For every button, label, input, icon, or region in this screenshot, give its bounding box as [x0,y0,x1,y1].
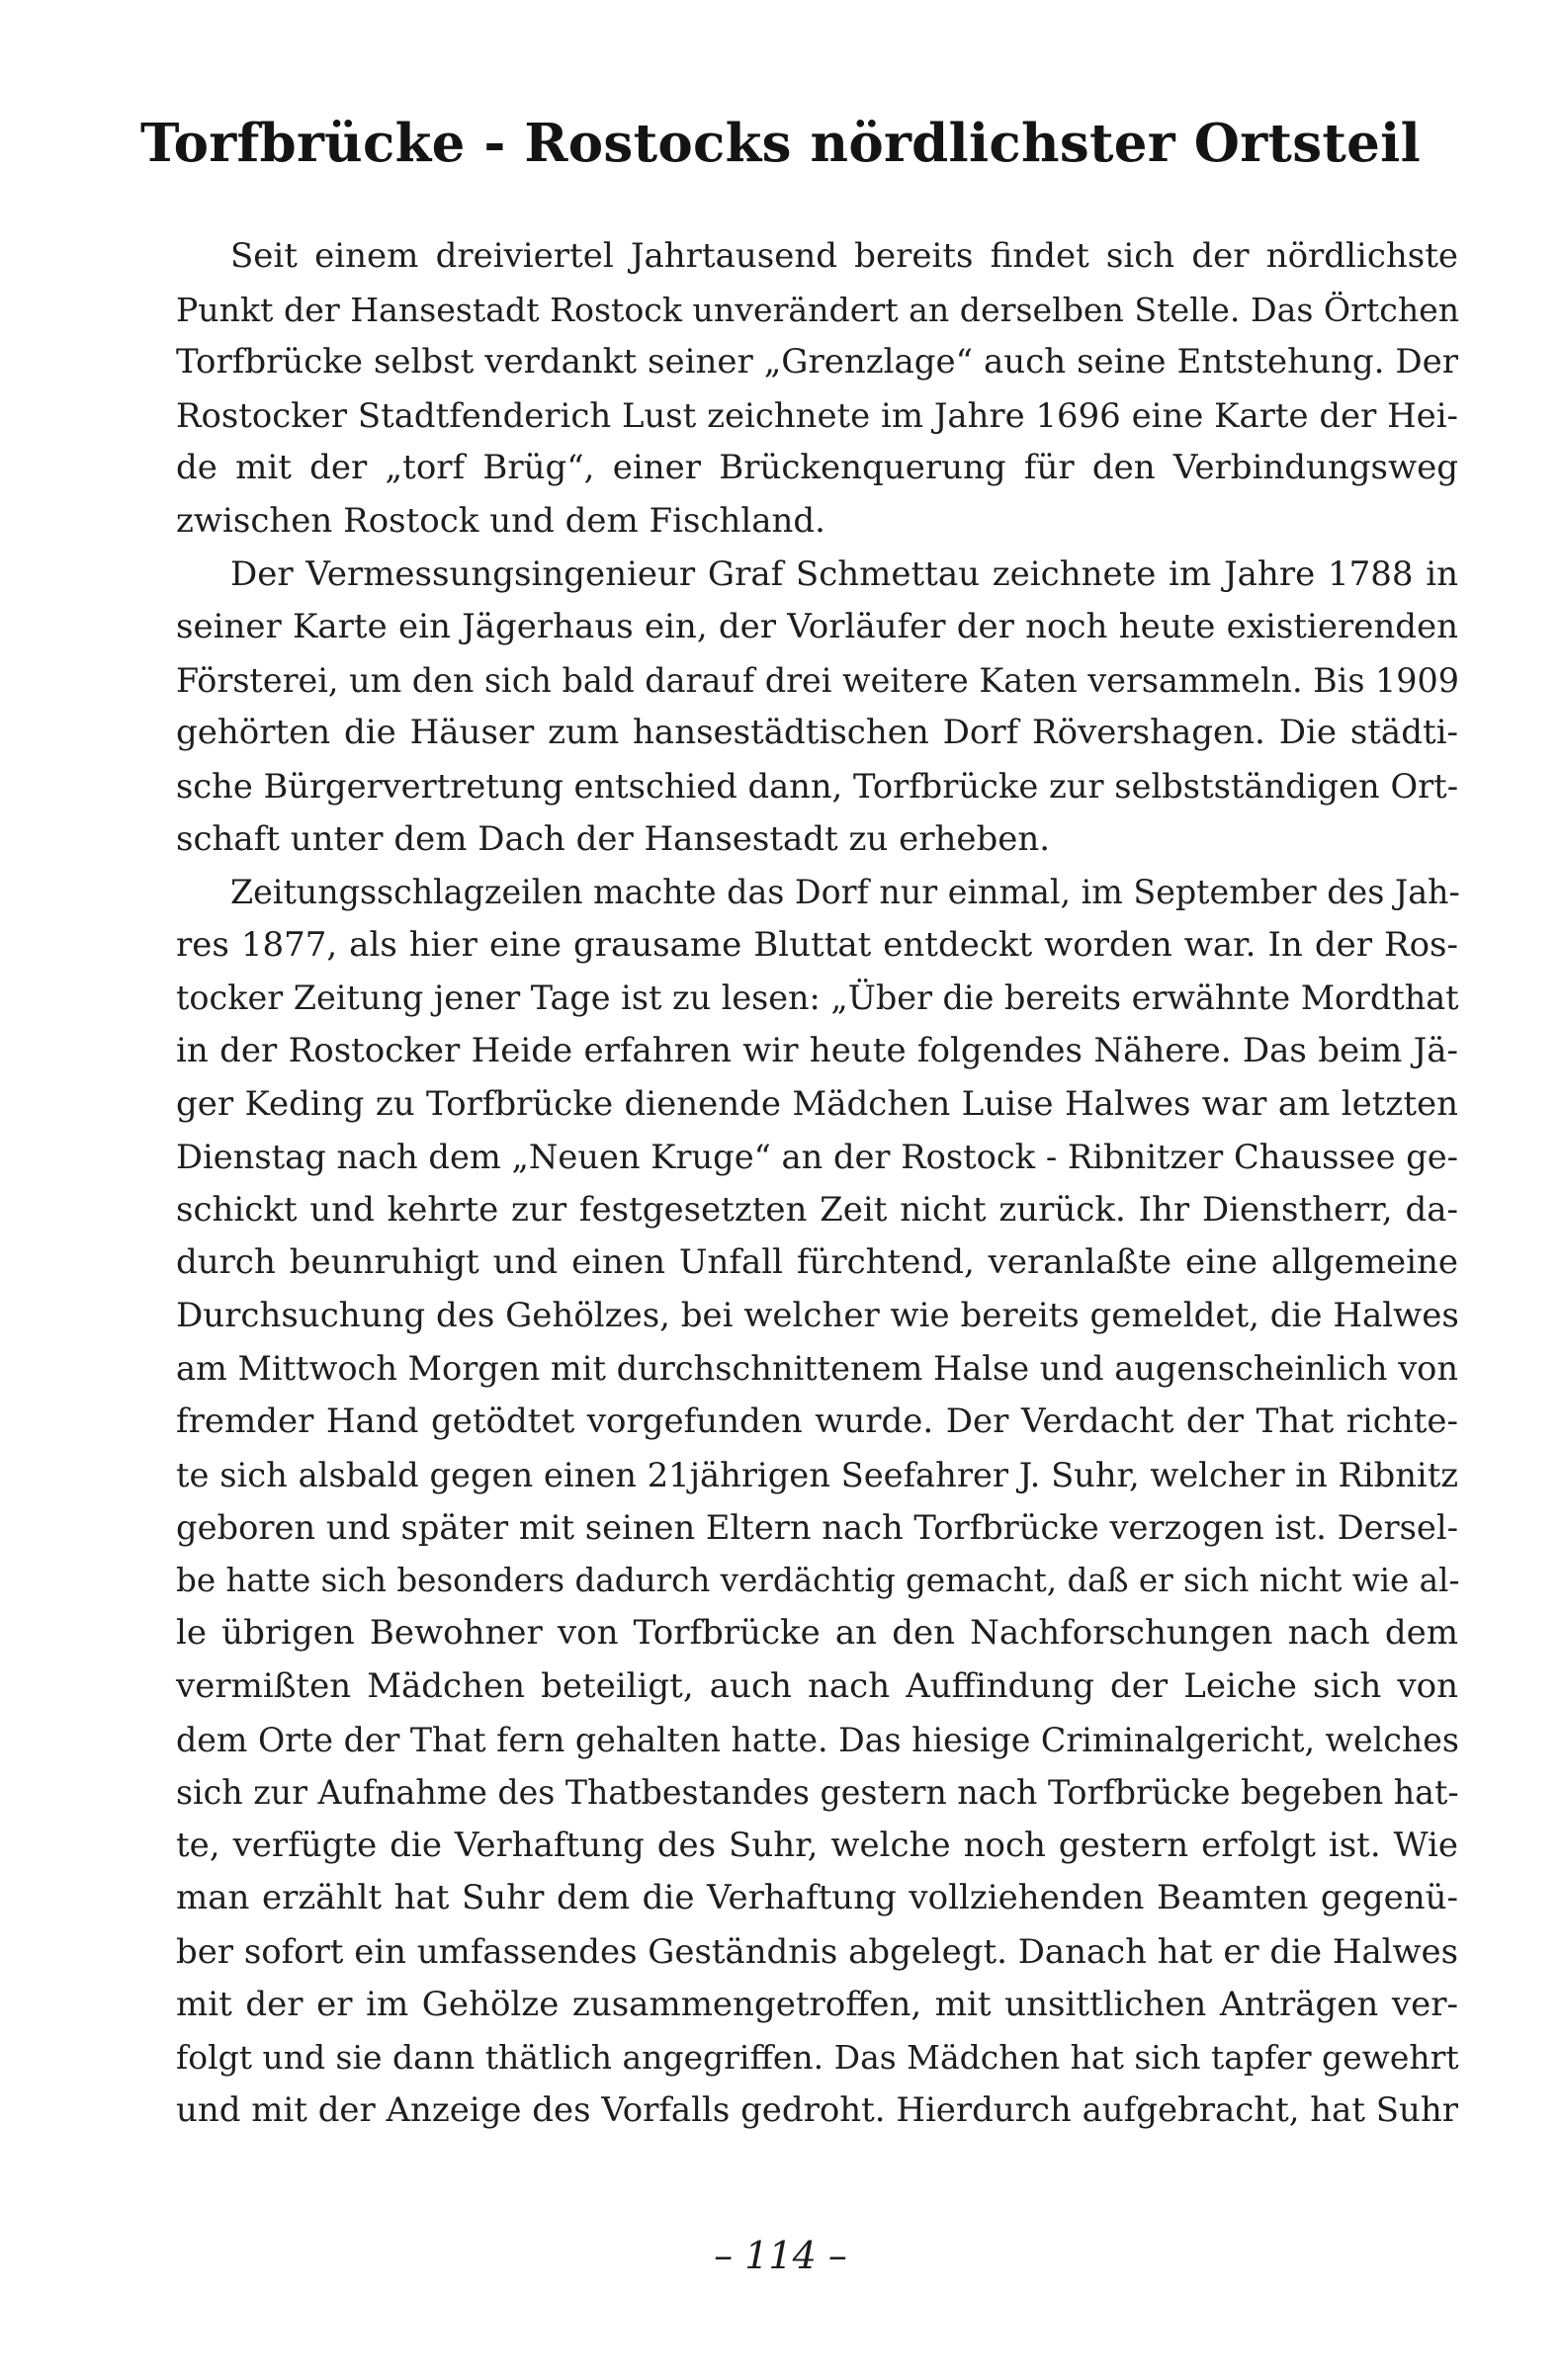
text-line: de mit der „torf Brüg“, einer Brückenquerung für den Verbindungsweg [176,448,1458,488]
text-line: man erzählt hat Suhr dem die Verhaftung vollziehenden Beamten gegenü- [176,1878,1458,1918]
text-line: in der Rostocker Heide erfahren wir heute folgendes Nähere. Das beim Jä- [176,1030,1458,1070]
text-line: Seit einem dreiviertel Jahrtausend bereits findet sich der nördlichste [230,236,1458,276]
text-line: und mit der Anzeige des Vorfalls gedroht. Hierdurch aufgebracht, hat Suhr [176,2089,1458,2130]
text-line: durch beunruhigt und einen Unfall fürchtend, veranlaßte eine allgemeine [176,1242,1458,1283]
paragraph-3 [122,866,1458,2137]
text-line: le übrigen Bewohner von Torfbrücke an den Nachforschungen nach dem [176,1613,1458,1654]
text-line: mit der er im Gehölze zusammengetroffen, mit unsittlichen Anträgen ver- [176,1984,1458,2024]
text-line: Der Vermessungsingenieur Graf Schmettau zeichnete im Jahre 1788 in [230,553,1458,594]
text-line: am Mittwoch Morgen mit durchschnittenem Halse und augenscheinlich von [176,1349,1458,1389]
text-line: geboren und später mit seinen Eltern nach Torfbrücke verzogen ist. Dersel- [176,1508,1458,1548]
text-line: te sich alsbald gegen einen 21jährigen Seefahrer J. Suhr, welcher in Ribnitz [176,1455,1458,1494]
body-text [122,230,1458,2137]
text-line: be hatte sich besonders dadurch verdächtig gemacht, daß er sich nicht wie al- [176,1561,1460,1599]
text-line: Durchsuchung des Gehölzes, bei welcher wie bereits gemeldet, die Halwes [176,1295,1459,1335]
text-line: seiner Karte ein Jägerhaus ein, der Vorläufer der noch heute existierenden [176,607,1458,647]
text-line: zwischen Rostock und dem Fischland. [176,500,825,541]
text-line: vermißten Mädchen beteiligt, auch nach Auffindung der Leiche sich von [176,1666,1458,1707]
text-line: sich zur Aufnahme des Thatbestandes gestern nach Torfbrücke begeben hat- [176,1773,1459,1813]
text-line: Zeitungsschlagzeilen machte das Dorf nur einmal, im September des Jah- [230,873,1460,912]
text-line: ger Keding zu Torfbrücke dienende Mädchen Luise Halwes war am letzten [176,1083,1458,1124]
text-line: gehörten die Häuser zum hansestädtischen Dorf Rövershagen. Die städti- [176,713,1458,753]
paragraph-1 [122,230,1458,549]
text-line: Försterei, um den sich bald darauf drei weitere Katen versammeln. Bis 1909 [176,660,1459,700]
text-line: dem Orte der That fern gehalten hatte. Das hiesige Criminalgericht, welches [176,1720,1459,1759]
text-line: Rostocker Stadtfenderich Lust zeichnete im Jahre 1696 eine Karte der Hei- [176,395,1458,435]
text-line: te, verfügte die Verhaftung des Suhr, welche noch gestern erfolgt ist. Wie [176,1825,1458,1865]
text-line: res 1877, als hier eine grausame Bluttat entdeckt worden war. In der Ros- [176,924,1458,965]
text-line: Torfbrücke selbst verdankt seiner „Grenzlage“ auch seine Entstehung. Der [176,342,1458,382]
text-line: tocker Zeitung jener Tage ist zu lesen: „Über die bereits erwähnte Mordthat [176,978,1459,1018]
text-line: fremder Hand getödtet vorgefunden wurde. Der Verdacht der That richte- [176,1402,1458,1442]
text-line: Dienstag nach dem „Neuen Kruge“ an der Rostock - Ribnitzer Chaussee ge- [176,1138,1459,1177]
paragraph-2 [122,549,1458,867]
page-number: – 114 – [714,2234,847,2277]
text-line: schaft unter dem Dach der Hansestadt zu erheben. [176,818,1051,859]
text-line: schickt und kehrte zur festgesetzten Zeit nicht zurück. Ihr Dienstherr, da- [176,1189,1458,1230]
text-line: ber sofort ein umfassendes Geständnis abgelegt. Danach hat er die Halwes [176,1932,1458,1971]
text-line: folgt und sie dann thätlich angegriffen. Das Mädchen hat sich tapfer gewehrt [176,2038,1459,2078]
text-line: sche Bürgervertretung entschied dann, Torfbrücke zur selbstständigen Ort- [176,766,1459,806]
page-title: Torfbrücke - Rostocks nördlichster Ortsteil [139,113,1422,174]
text-line: Punkt der Hansestadt Rostock unverändert an derselben Stelle. Das Örtchen [176,290,1460,329]
